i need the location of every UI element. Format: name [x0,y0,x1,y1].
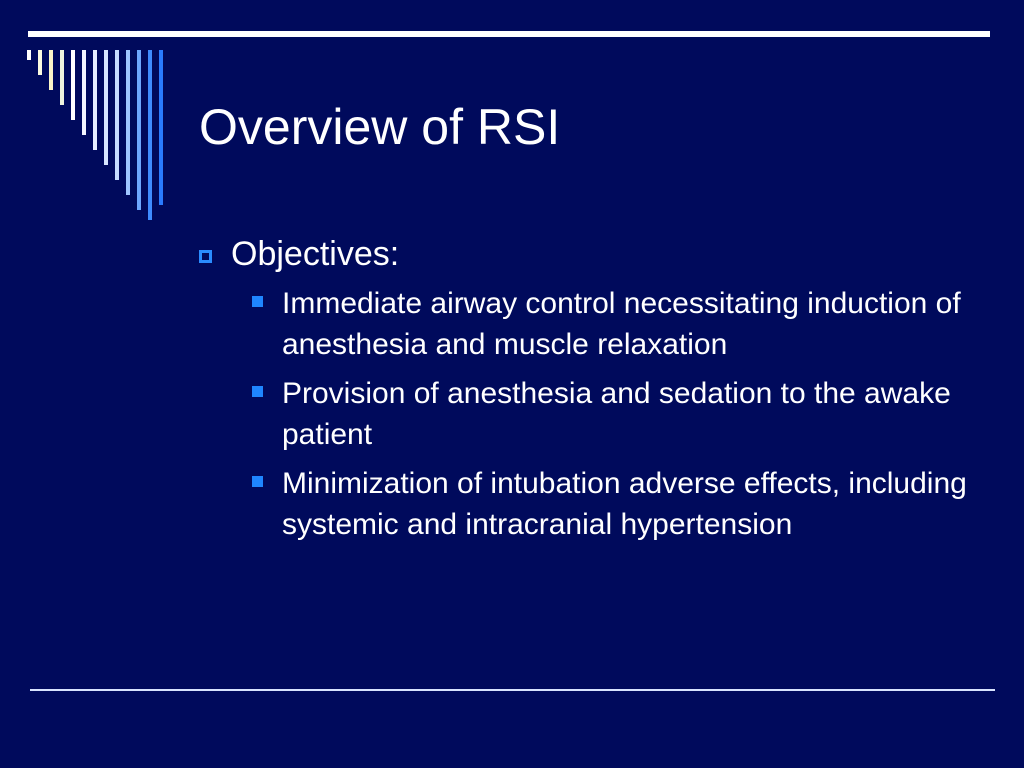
list-item [252,463,989,545]
list-item [252,283,989,365]
list-item-text: Minimization of intubation adverse effects, including systemic and intracranial hypertension [282,467,967,541]
square-bullet-icon [252,476,263,487]
list-item-text: Provision of anesthesia and sedation to the awake patient [282,377,951,451]
list-item-text: Immediate airway control necessitating induction of anesthesia and muscle relaxation [282,287,961,361]
bottom-rule [30,689,995,691]
list-item [252,373,989,455]
objectives-list [252,283,989,545]
decorative-stripes [0,0,180,220]
objectives-label: Objectives: [231,235,400,273]
square-bullet-icon [252,296,263,307]
slide-title: Overview of RSI [199,99,561,155]
slide-content [199,229,989,553]
objectives-heading [199,229,989,279]
hollow-square-bullet-icon [199,250,212,263]
square-bullet-icon [252,386,263,397]
